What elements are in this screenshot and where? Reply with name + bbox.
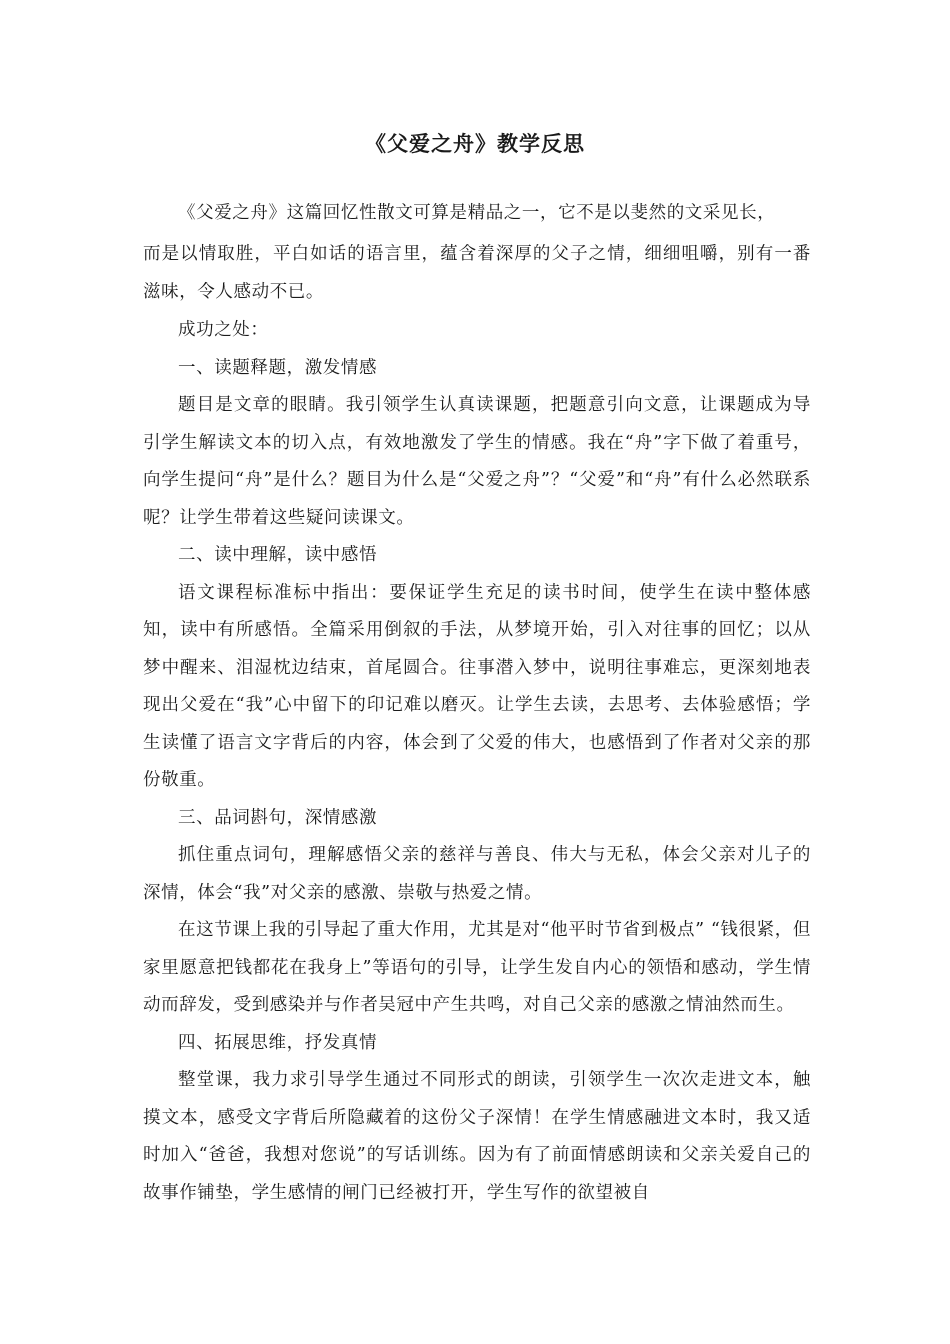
section-heading-1: 一、读题释题，激发情感 — [178, 357, 378, 378]
intro-paragraph-first-line — [143, 190, 811, 236]
body-paragraph-1: 题目是文章的眼睛。我引领学生认真读课题，把题意引向文意，让课题成为导引学生解读文本的切入点，有效地激发了学生的情感。我在“舟”字下做了着重号，向学生提问“舟”是什么？题目为什么是“父爱之舟”？“父爱”和“舟”有什么必然联系呢？让学生带着这些疑问读课文。 — [143, 395, 811, 528]
body-paragraph-5: 整堂课，我力求引导学生通过不同形式的朗读，引领学生一次次走进文本，触摸文本，感受文字背后所隐藏着的这份父子深情！在学生情感融进文本时，我又适时加入“爸爸，我想对您说”的写话训练。因为有了前面情感朗读和父亲关爱自己的故事作铺垫，学生感情的闸门已经被打开，学生写作的欲望被自 — [143, 1070, 811, 1203]
body-paragraph-4: 在这节课上我的引导起了重大作用，尤其是对“他平时节省到极点” “钱很紧，但家里愿意把钱都花在我身上”等语句的引导，让学生发自内心的领悟和感动，学生情动而辞发，受到感染并与作者吴冠中产生共鸣，对自己父亲的感激之情油然而生。 — [143, 920, 811, 1015]
body-paragraph-3: 抓住重点词句，理解感悟父亲的慈祥与善良、伟大与无私，体会父亲对儿子的深情，体会“我”对父亲的感激、崇敬与热爱之情。 — [143, 845, 811, 903]
section-heading-2: 二、读中理解，读中感悟 — [178, 545, 378, 565]
body-paragraph-2: 语文课程标准标中指出：要保证学生充足的读书时间，使学生在读中整体感知，读中有所感悟。全篇采用倒叙的手法，从梦境开始，引入对往事的回忆；以从梦中醒来、泪湿枕边结束，首尾圆合。往事潜入梦中，说明往事难忘，更深刻地表现出父爱在“我”心中留下的印记难以磨灭。让学生去读，去思考、去体验感悟；学生读懂了语言文字背后的内容，体会到了父爱的伟大，也感悟到了作者对父亲的那份敬重。 — [143, 582, 811, 790]
section-heading-3: 三、品词斟句，深情感激 — [178, 807, 378, 828]
section-label-success: 成功之处： — [178, 320, 269, 340]
page-title: 《父爱之舟》教学反思 — [365, 132, 585, 156]
intro-paragraph-continuation — [143, 236, 811, 311]
intro-line-rest: 而是以情取胜，平白如话的语言里，蕴含着深厚的父子之情，细细咀嚼，别有一番滋味，令人感动不已。 — [143, 244, 811, 302]
intro-line-1: 《父爱之舟》这篇回忆性散文可算是精品之一，它不是以斐然的文采见长， — [178, 203, 776, 223]
document-body — [143, 312, 811, 1212]
section-heading-4: 四、拓展思维，抒发真情 — [178, 1032, 378, 1053]
